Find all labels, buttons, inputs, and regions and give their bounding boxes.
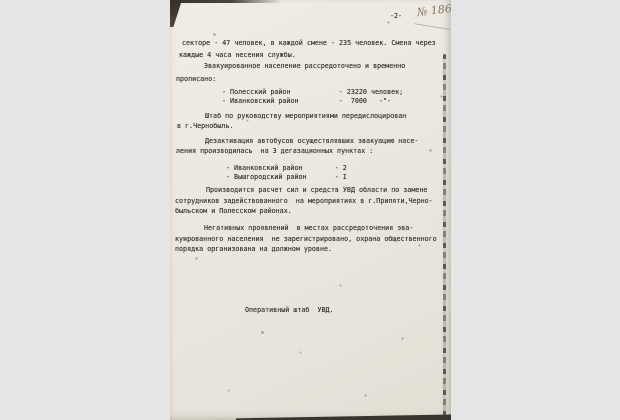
signature-line: Оперативный штаб УВД. — [245, 306, 334, 314]
document-line: Негативных проявлений в местах рассредоточения эва- — [204, 224, 414, 232]
document-line: секторе - 47 человек, в каждой смене - 235 человек. Смена через — [182, 39, 436, 47]
document-line: Производится расчет сил и средств УВД области по замене — [206, 186, 428, 194]
document-line: - Иванковский район - 7000 -"- — [222, 97, 392, 105]
document-line: быльском и Полесском районах. — [175, 207, 292, 215]
document-line: Дезактивация автобусов осуществлявших эвакуацию насе- — [205, 137, 419, 145]
document-line: порядка организована на должном уровне. — [175, 245, 333, 253]
document-line: - Полесский район - 23220 человек; — [222, 88, 404, 96]
document-line: ления производилась на 3 дегазационных пунктах : — [176, 147, 374, 155]
document-line: каждые 4 часа несения службы. — [179, 51, 296, 59]
document-line: Штаб по руководству мероприятиями передислоцирован — [205, 112, 407, 120]
document-line: - Вышгородский район - I — [226, 173, 347, 181]
document-line: прописано: — [176, 75, 217, 83]
document-line: в г.Чернобыль. — [177, 122, 234, 130]
page-number: -2- — [390, 12, 403, 20]
document-line: - Иванковский район - 2 — [226, 164, 347, 172]
handwritten-archive-mark: № 186 — [416, 1, 453, 20]
document-line: куированного населения не зарегистрировано, охрана общественного — [175, 235, 437, 243]
document-line: Эвакуированное население рассредоточено и временно — [204, 62, 406, 70]
document-line: сотрудников задействованного на мероприятиях в г.Припяти,Черно- — [175, 197, 433, 205]
